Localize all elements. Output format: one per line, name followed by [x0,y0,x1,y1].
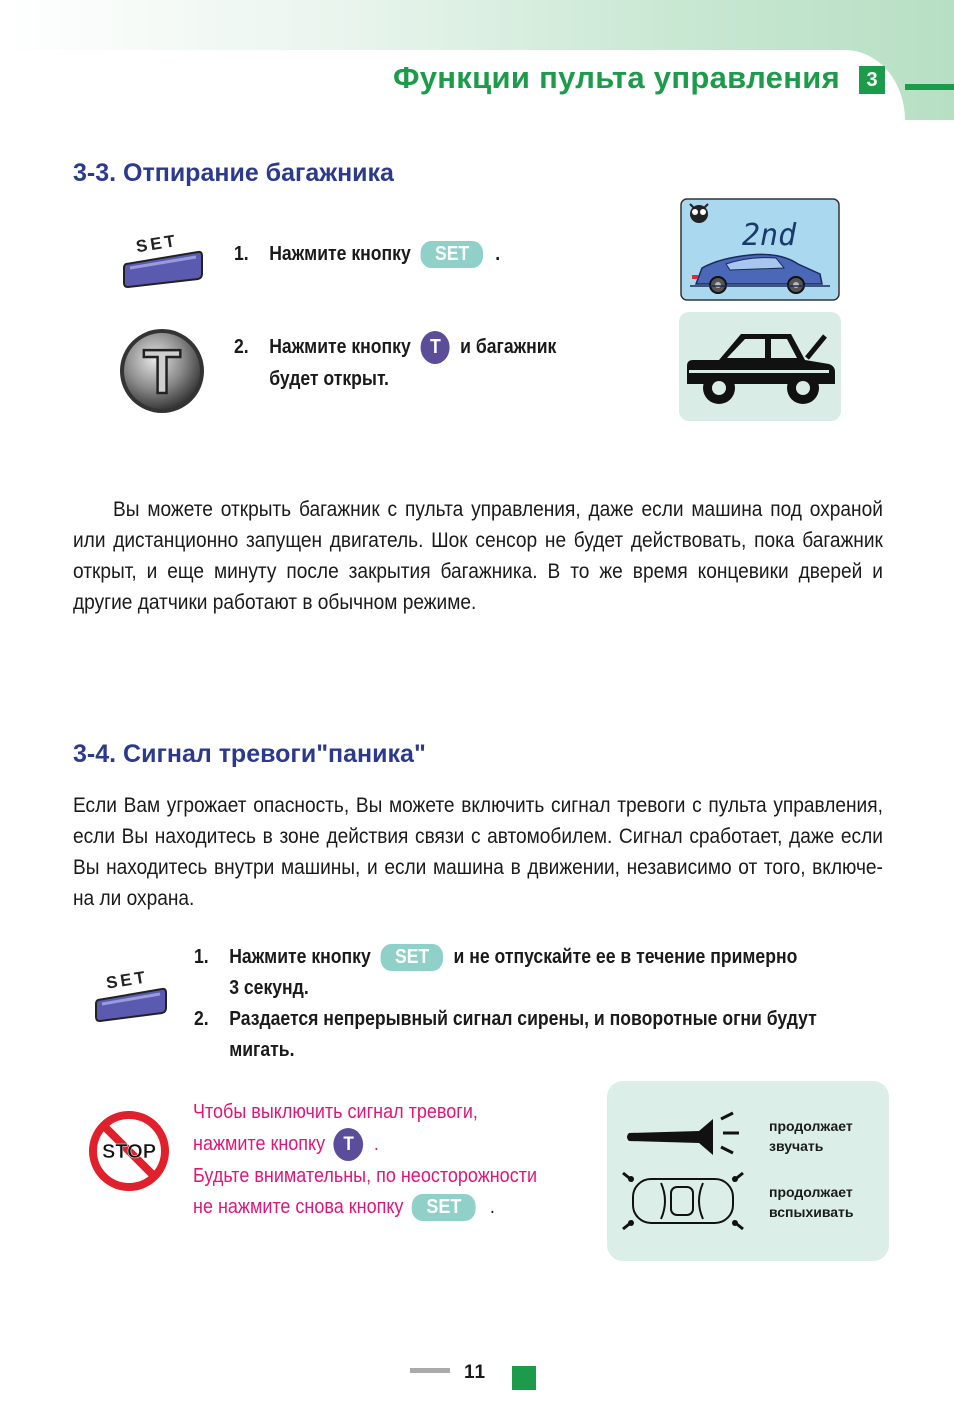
step-number: 1. [234,243,249,265]
step-3-3-1 [234,239,500,270]
lcd-display-icon [680,198,840,301]
stop-label: STOP [101,1141,157,1163]
step-3-3-2 [234,331,556,395]
set-button-inline: SET [381,944,443,971]
lcd-text: 2nd [742,218,797,253]
t-button-inline: T [421,331,450,364]
warning-line: Чтобы выключить сигнал тревоги, [193,1101,478,1123]
warning-line: не нажмите снова кнопку [193,1196,404,1218]
section-title-3-3: 3-3. Отпирание багажника [73,159,394,187]
set-key-label: SET [134,230,180,257]
section-3-3-body [73,494,883,618]
step-line2: 3 секунд. [229,977,309,999]
panic-status-graphic [607,1081,889,1261]
chapter-title: Функции пульта управления [392,60,840,95]
set-key-label: SET [104,967,150,993]
step-text: Нажмите кнопку [229,946,371,968]
car-top-view-icon [623,1173,743,1229]
section-title-3-4: 3-4. Сигнал тревоги"паника" [73,740,426,768]
step-3-4-2 [194,1004,889,1066]
header-rule [905,84,954,90]
set-button-inline: SET [421,241,483,268]
set-key-icon [90,960,190,1030]
siren-icon [627,1113,739,1155]
footer-bar [410,1368,450,1373]
warning-note [193,1097,537,1223]
step-line2: будет открыт. [269,368,389,390]
siren-status-label: продолжает звучать [769,1118,853,1154]
page-number: 11 [464,1362,487,1383]
car-trunk-open-icon [679,312,841,421]
lights-status-label: продолжает вспыхивать [769,1184,854,1220]
footer-square [512,1366,536,1390]
step-number: 1. [194,946,209,968]
step-text: Нажмите кнопку [269,335,411,358]
t-button-label: T [143,338,181,407]
chapter-badge: 3 [859,66,885,94]
warning-trailing: . [373,1132,379,1155]
step-trailing: и не отпускайте ее в течение примерно [453,946,798,968]
stop-icon [88,1110,170,1192]
step-number: 2. [194,1008,209,1030]
step-trailing: . [495,243,501,265]
step-number: 2. [234,335,249,358]
paragraph: Если Вам угрожает опасность, Вы можете включить сигнал тревоги с пульта управления, если Вы находитесь в зоне действия связи с автомобилем. Сигнал сработает, даже если Вы находитесь внутри машины, и если машина в движении, независимо от того, включе-на ли охрана. [73,794,883,910]
warning-trailing: . [489,1196,495,1218]
step-line2: мигать. [229,1039,295,1061]
paragraph: Вы можете открыть багажник с пульта управления, даже если машина под охраной или дистанционно запущен двигатель. Шок сенсор не будет действовать, пока багажник открыт, и еще минуту после закрытия багажника. В то же время концевики дверей и другие датчики работают в обычном режиме. [73,498,883,614]
step-text: Нажмите кнопку [269,243,411,265]
step-3-4-1 [194,942,889,1004]
step-trailing: и багажник [460,335,557,358]
t-button-inline: T [334,1128,364,1161]
panic-status-panel [607,1081,889,1261]
t-button-icon [118,327,206,415]
trunk-open-panel [679,312,841,421]
warning-line: нажмите кнопку [193,1132,326,1155]
step-line1: Раздается непрерывный сигнал сирены, и поворотные огни будут [229,1008,817,1030]
section-3-4-body [73,790,883,914]
set-key-icon [118,224,218,294]
warning-line: Будьте внимательны, по неосторожности [193,1165,537,1187]
set-button-inline: SET [412,1194,476,1221]
